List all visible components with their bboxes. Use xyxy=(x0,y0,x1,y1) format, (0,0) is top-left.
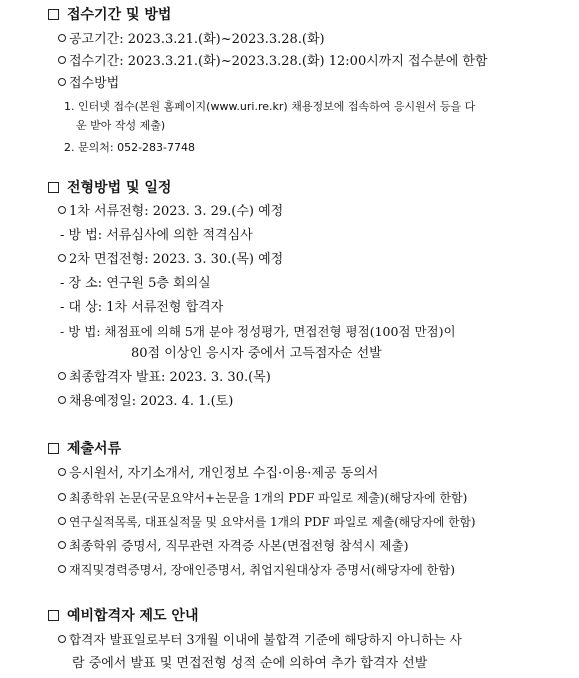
reserve-description: 합격자 발표일로부터 3개월 이내에 불합격 기준에 해당하지 아니하는 사 xyxy=(69,632,462,647)
circle-bullet-icon xyxy=(58,56,66,64)
first-screening: 1차 서류전형: 2023. 3. 29.(수) 예정 xyxy=(69,204,284,219)
bullet-line xyxy=(58,75,119,93)
circle-bullet-icon xyxy=(58,635,66,643)
application-method-label: 접수방법 xyxy=(69,76,120,91)
bullet-line xyxy=(58,489,467,507)
circle-bullet-icon xyxy=(58,254,66,262)
section-title: 예비합격자 제도 안내 xyxy=(67,608,199,624)
bullet-line xyxy=(58,31,325,49)
section-title: 전형방법 및 일정 xyxy=(67,180,172,196)
bullet-line xyxy=(58,631,462,649)
checkbox-square-icon xyxy=(48,443,59,454)
reserve-description-cont: 람 중에서 발표 및 면접전형 성적 순에 의하여 추가 합격자 선발 xyxy=(72,656,428,671)
section-title: 제출서류 xyxy=(67,441,122,457)
section-heading-screening xyxy=(48,179,171,197)
section-heading-application-period xyxy=(48,6,171,24)
circle-bullet-icon xyxy=(58,468,66,476)
document-item: 재직및경력증명서, 장애인증명서, 취업지원대상자 증명서(해당자에 한함) xyxy=(69,563,455,577)
method-item-1-cont: 운 받아 작성 제출) xyxy=(76,119,166,132)
bullet-line xyxy=(58,465,378,483)
circle-bullet-icon xyxy=(58,372,66,380)
circle-bullet-icon xyxy=(58,34,66,42)
bullet-line xyxy=(58,393,233,411)
section-heading-reserve xyxy=(48,607,198,625)
bullet-line xyxy=(58,251,283,269)
interview-method-cont: 80점 이상인 응시자 중에서 고득점자순 선발 xyxy=(131,346,382,361)
contact-info: 2. 문의처: 052-283-7748 xyxy=(64,141,195,154)
bullet-line xyxy=(58,513,476,531)
section-title: 접수기간 및 방법 xyxy=(67,7,172,23)
section-heading-documents xyxy=(48,440,121,458)
checkbox-square-icon xyxy=(48,610,59,621)
interview-method: - 방 법: 채점표에 의해 5개 분야 정성평가, 면접전형 평점(100점 만점)이 xyxy=(60,324,456,339)
circle-bullet-icon xyxy=(58,517,66,525)
announcement-period: 공고기간: 2023.3.21.(화)~2023.3.28.(화) xyxy=(69,32,325,47)
document-item: 최종학위 논문(국문요약서+논문을 1개의 PDF 파일로 제출)(해당자에 한함) xyxy=(69,491,468,505)
start-date: 채용예정일: 2023. 4. 1.(토) xyxy=(69,394,234,409)
bullet-line xyxy=(58,369,271,387)
first-screening-method: - 방 법: 서류심사에 의한 적격심사 xyxy=(60,228,253,243)
document-item: 연구실적목록, 대표실적물 및 요약서를 1개의 PDF 파일로 제출(해당자에 한함) xyxy=(69,515,476,529)
circle-bullet-icon xyxy=(58,396,66,404)
bullet-line xyxy=(58,53,488,71)
interview-location: - 장 소: 연구원 5층 회의실 xyxy=(60,276,211,291)
circle-bullet-icon xyxy=(58,493,66,501)
bullet-line xyxy=(58,203,283,221)
circle-bullet-icon xyxy=(58,206,66,214)
final-announcement: 최종합격자 발표: 2023. 3. 30.(목) xyxy=(69,370,271,385)
second-screening: 2차 면접전형: 2023. 3. 30.(목) 예정 xyxy=(69,252,284,267)
application-period: 접수기간: 2023.3.21.(화)~2023.3.28.(화) 12:00시까지 접수분에 한함 xyxy=(69,54,488,69)
circle-bullet-icon xyxy=(58,565,66,573)
circle-bullet-icon xyxy=(58,78,66,86)
checkbox-square-icon xyxy=(48,182,59,193)
interview-target: - 대 상: 1차 서류전형 합격자 xyxy=(60,300,224,315)
method-item-1: 1. 인터넷 접수(본원 홈페이지(www.uri.re.kr) 채용정보에 접속하여 응시원서 등을 다 xyxy=(64,100,476,113)
document-item: 최종학위 증명서, 직무관련 자격증 사본(면접전형 참석시 제출) xyxy=(69,538,409,553)
circle-bullet-icon xyxy=(58,541,66,549)
bullet-line xyxy=(58,537,408,555)
checkbox-square-icon xyxy=(48,9,59,20)
bullet-line xyxy=(58,561,455,579)
document-item: 응시원서, 자기소개서, 개인정보 수집·이용·제공 동의서 xyxy=(69,466,379,481)
